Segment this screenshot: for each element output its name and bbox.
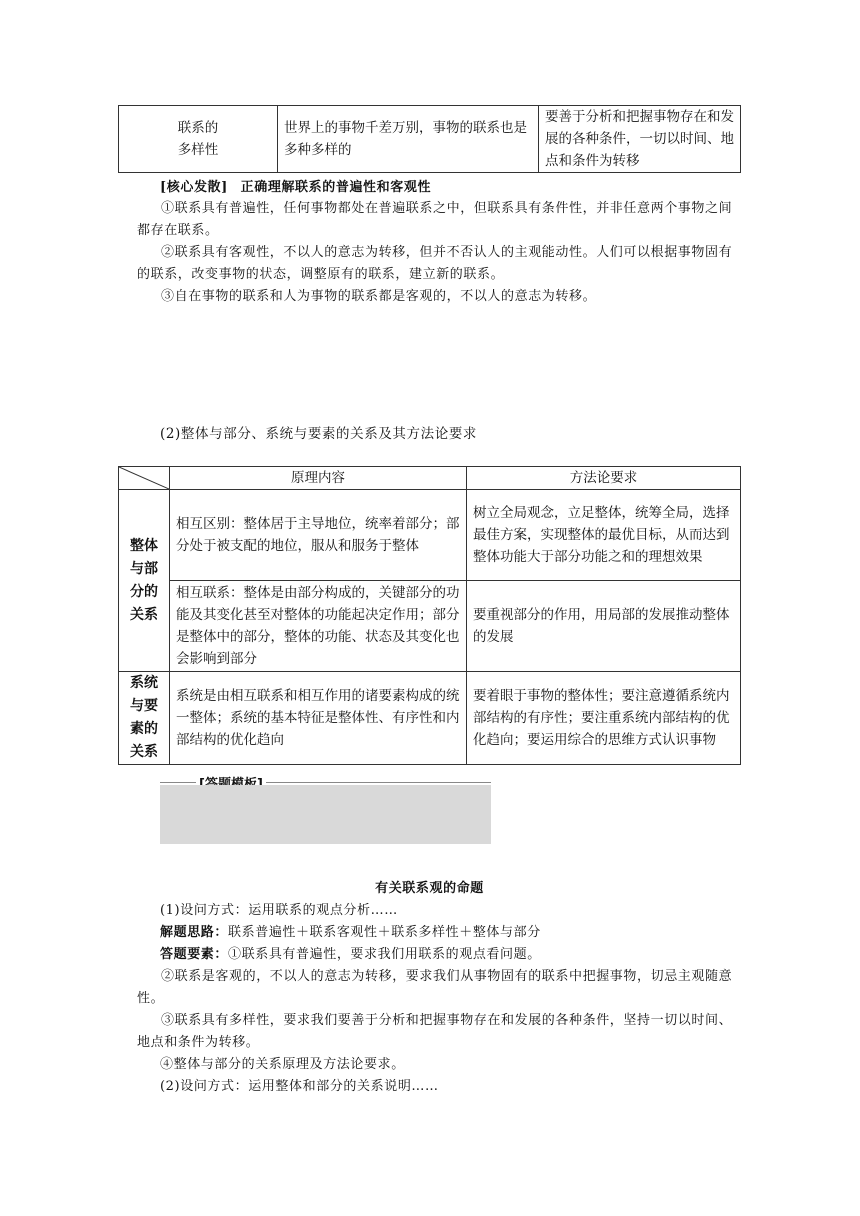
method-cell: 要重视部分的作用，用局部的发展推动整体的发展 — [467, 581, 741, 672]
element-2: ②联系是客观的，不以人的意志为转移，要求我们从事物固有的联系中把握事物，切忌主观随意性。 — [137, 969, 733, 1006]
table-row — [119, 672, 741, 765]
diversity-table — [118, 105, 741, 173]
row-label-whole-part — [119, 490, 170, 672]
table-row — [119, 490, 741, 581]
diagonal-line — [119, 467, 169, 489]
core-heading — [160, 177, 431, 199]
element-1: ①联系具有普遍性，要求我们用联系的观点看问题。 — [228, 947, 541, 962]
section-title: (2)整体与部分、系统与要素的关系及其方法论要求 — [160, 426, 478, 442]
idea-text: 联系普遍性＋联系客观性＋联系多样性＋整体与部分 — [228, 925, 541, 940]
row-label-text: 系统 与要 素的 关系 — [130, 675, 158, 760]
method-cell: 树立全局观念，立足整体，统筹全局，选择最佳方案，实现整体的最优目标，从而达到整体功能大于部分功能之和的理想效果 — [467, 490, 741, 581]
question-1: (1)设问方式：运用联系的观点分析…… — [160, 903, 398, 918]
table-header-row — [119, 467, 741, 490]
principle-cell: 相互联系：整体是由部分构成的，关键部分的功能及其变化甚至对整体的功能起决定作用；部分是整体中的部分，整体的功能、状态及其变化也会影响到部分 — [170, 581, 467, 672]
row-label-text: 整体 与部 分的 关系 — [130, 537, 158, 623]
core-heading-text: 正确理解联系的普遍性和客观性 — [240, 180, 432, 195]
header-method: 方法论要求 — [467, 467, 741, 490]
diagonal-corner-cell — [119, 467, 170, 490]
element-3: ③联系具有多样性，要求我们要善于分析和把握事物存在和发展的各种条件，坚持一切以时间、地点和条件为转移。 — [137, 1013, 733, 1050]
table-row — [119, 106, 741, 173]
row-label-system-element — [119, 672, 170, 765]
table-row — [119, 581, 741, 672]
core-paragraph-2: ②联系具有客观性，不以人的意志为转移，但并不否认人的主观能动性。人们可以根据事物固有的联系，改变事物的状态，调整原有的联系，建立新的联系。 — [137, 245, 733, 282]
whole-part-table — [118, 466, 741, 765]
core-paragraph-1: ①联系具有普遍性，任何事物都处在普遍联系之中，但联系具有条件性，并非任意两个事物之间都存在联系。 — [137, 201, 733, 238]
template-box — [160, 785, 491, 844]
core-heading-tag: [核心发散] — [160, 180, 228, 195]
template-title: 有关联系观的命题 — [375, 881, 484, 896]
method-cell: 要善于分析和把握事物存在和发展的各种条件，一切以时间、地点和条件为转移 — [539, 106, 741, 173]
method-cell: 要着眼于事物的整体性；要注意遵循系统内部结构的有序性；要注重系统内部结构的优化趋向；要运用综合的思维方式认识事物 — [467, 672, 741, 765]
idea-label: 解题思路： — [160, 925, 229, 940]
row-label — [119, 106, 278, 173]
header-principle: 原理内容 — [170, 467, 467, 490]
elements-label: 答题要素： — [160, 947, 229, 962]
core-paragraph-3: ③自在事物的联系和人为事物的联系都是客观的，不以人的意志为转移。 — [161, 289, 597, 304]
principle-cell: 系统是由相互联系和相互作用的诸要素构成的统一整体；系统的基本特征是整体性、有序性和内部结构的优化趋向 — [170, 672, 467, 765]
principle-cell: 相互区别：整体居于主导地位，统率着部分；部分处于被支配的地位，服从和服务于整体 — [170, 490, 467, 581]
row-label-text: 联系的 多样性 — [177, 120, 219, 158]
solution-idea — [160, 922, 541, 944]
element-4: ④整体与部分的关系原理及方法论要求。 — [160, 1057, 405, 1072]
answer-elements — [160, 944, 541, 966]
principle-cell: 世界上的事物千差万别，事物的联系也是多种多样的 — [278, 106, 539, 173]
question-2: (2)设问方式：运用整体和部分的关系说明…… — [160, 1079, 439, 1094]
